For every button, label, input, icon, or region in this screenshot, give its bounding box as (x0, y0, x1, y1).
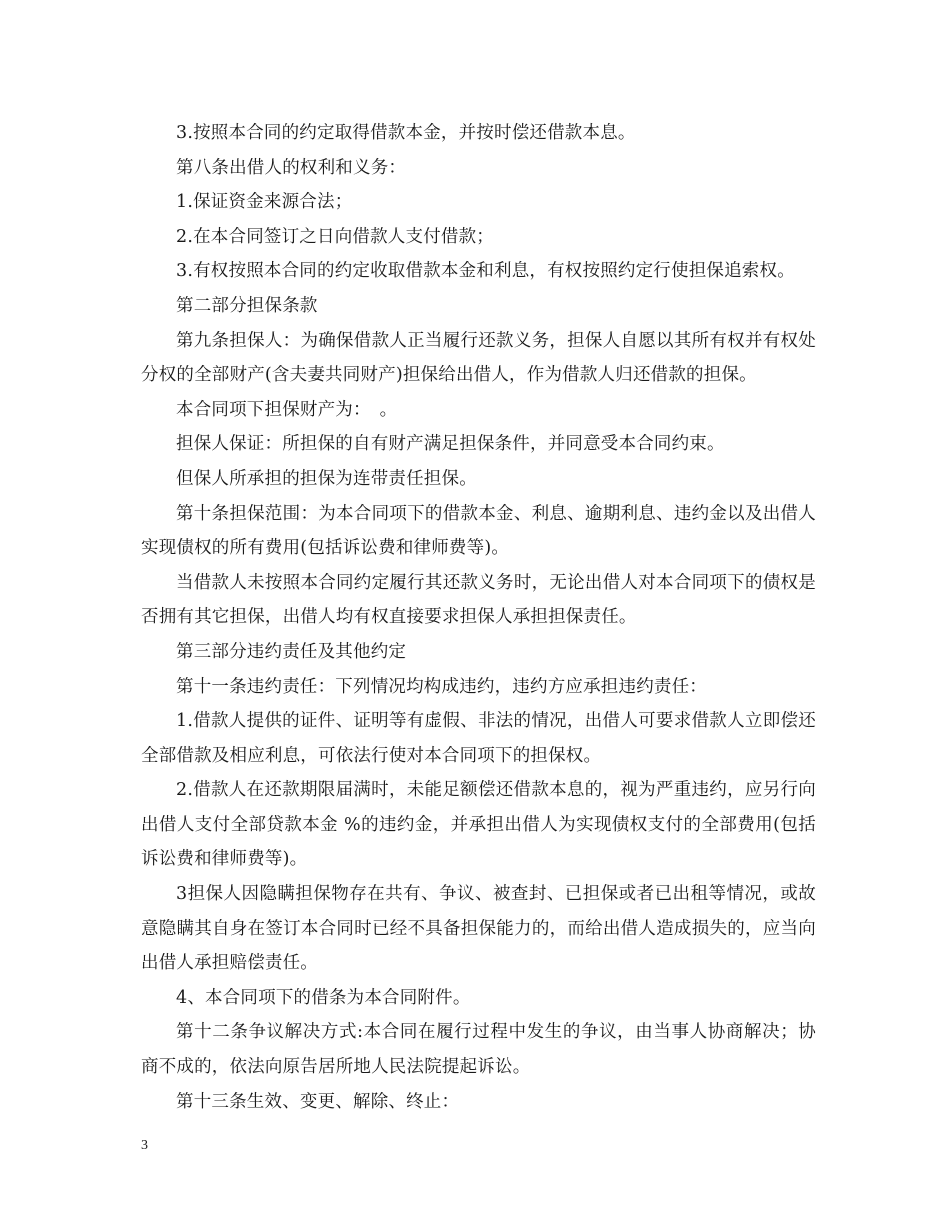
page-number: 3 (141, 1138, 148, 1153)
paragraph: 3担保人因隐瞒担保物存在共有、争议、被查封、已担保或者已出租等情况，或故意隐瞒其自身在签订本合同时已经不具备担保能力的，而给出借人造成损失的，应当向出借人承担赔偿责任。 (141, 884, 816, 974)
paragraph: 第十一条违约责任：下列情况均构成违约，违约方应承担违约责任： (176, 676, 707, 697)
paragraph: 3.按照本合同的约定取得借款本金，并按时偿还借款本息。 (176, 123, 636, 143)
paragraph: 当借款人未按照本合同约定履行其还款义务时，无论出借人对本合同项下的债权是否拥有其它担保，出借人均有权直接要求担保人承担担保责任。 (141, 572, 816, 628)
paragraph: 3.有权按照本合同的约定收取借款本金和利息，有权按照约定行使担保追索权。 (176, 261, 795, 282)
article-heading: 第十三条生效、变更、解除、终止： (176, 1091, 460, 1112)
paragraph: 2.借款人在还款期限届满时，未能足额偿还借款本息的，视为严重违约，应另行向出借人支付全部贷款本金 %的违约金，并承担出借人为实现债权支付的全部费用(包括诉讼费和律师费等)。 (141, 780, 816, 870)
paragraph: 4、本合同项下的借条为本合同附件。 (176, 987, 471, 1008)
paragraph: 担保人保证：所担保的自有财产满足担保条件，并同意受本合同约束。 (176, 434, 725, 455)
paragraph: 第十二条争议解决方式:本合同在履行过程中发生的争议，由当事人协商解决；协商不成的，依法向原告居所地人民法院提起诉讼。 (141, 1022, 816, 1078)
article-heading: 第八条出借人的权利和义务： (176, 157, 407, 178)
paragraph: 第十条担保范围：为本合同项下的借款本金、利息、逾期利息、违约金以及出借人实现债权的所有费用(包括诉讼费和律师费等)。 (141, 503, 816, 559)
paragraph: 1.借款人提供的证件、证明等有虚假、非法的情况，出借人可要求借款人立即偿还全部借款及相应利息，可依法行使对本合同项下的担保权。 (141, 711, 816, 766)
paragraph: 1.保证资金来源合法； (176, 192, 353, 213)
paragraph: 第九条担保人：为确保借款人正当履行还款义务，担保人自愿以其所有权并有权处分权的全部财产(含夫妻共同财产)担保给出借人，作为借款人归还借款的担保。 (141, 330, 816, 386)
paragraph: 但保人所承担的担保为连带责任担保。 (176, 468, 477, 489)
paragraph: 2.在本合同签订之日向借款人支付借款； (176, 226, 494, 247)
section-heading: 第三部分违约责任及其他约定 (176, 641, 407, 662)
section-heading: 第二部分担保条款 (176, 295, 318, 316)
paragraph: 本合同项下担保财产为： 。 (176, 399, 398, 420)
document-body (141, 116, 816, 1119)
